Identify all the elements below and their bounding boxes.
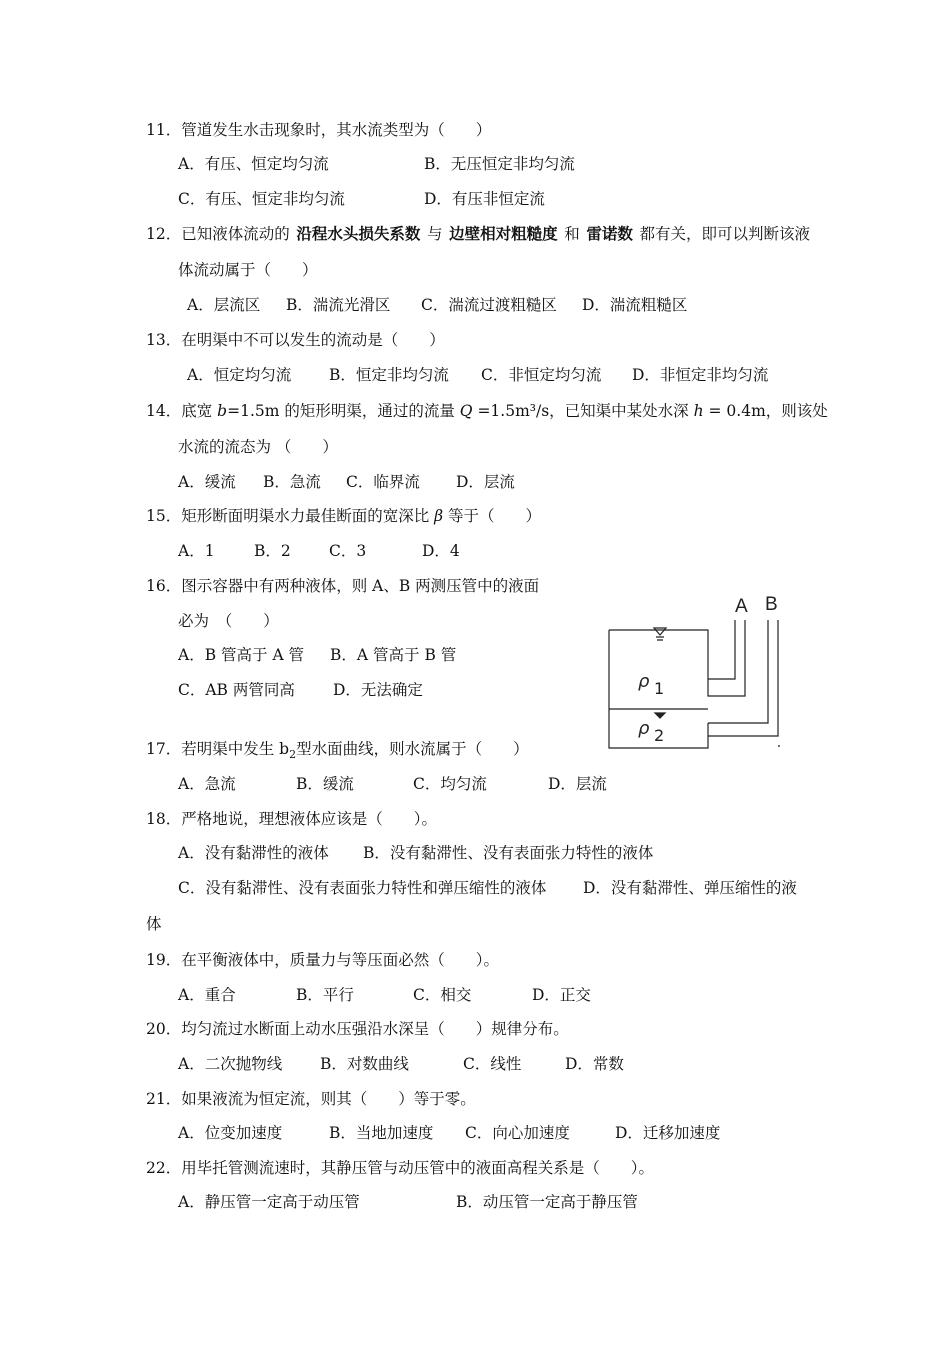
two-liquid-container-diagram xyxy=(600,590,800,760)
question-21-stem: 21．如果液流为恒定流，则其（ ）等于零。 xyxy=(146,1090,476,1108)
question-22-option-a: A．静压管一定高于动压管 xyxy=(178,1193,360,1211)
question-12-stem-part: 都有关，即可以判断该液 xyxy=(639,225,810,243)
question-13-option-b: B．恒定非均匀流 xyxy=(329,366,449,384)
question-16-option-c: C．AB 两管同高 xyxy=(178,681,295,699)
question-14-option-c: C．临界流 xyxy=(346,473,420,491)
question-14-stem-line2: 水流的流态为 （ ） xyxy=(178,438,338,456)
question-14-stem-part: =1.5m 的矩形明渠，通过的流量 xyxy=(227,402,460,420)
question-12-stem-line2: 体流动属于（ ） xyxy=(178,261,318,279)
question-14-option-d: D．层流 xyxy=(456,473,515,491)
question-12-option-a: A．层流区 xyxy=(187,296,261,314)
tube-b-end-dot xyxy=(778,745,780,747)
question-12-term-reynolds-number: 雷诺数 xyxy=(586,225,633,243)
question-11-option-c: C．有压、恒定非均匀流 xyxy=(178,190,345,208)
question-16-option-b: B．A 管高于 B 管 xyxy=(330,646,457,664)
question-17-stem-part: 17．若明渠中发生 b xyxy=(146,740,290,758)
question-20-option-d: D．常数 xyxy=(565,1055,624,1073)
question-11-stem: 11．管道发生水击现象时，其水流类型为（ ） xyxy=(146,121,492,139)
question-11-option-a: A．有压、恒定均匀流 xyxy=(178,155,329,173)
question-15-stem-part: 等于（ ） xyxy=(443,507,542,525)
question-17-option-c: C．均匀流 xyxy=(413,775,487,793)
question-17-option-d: D．层流 xyxy=(548,775,607,793)
question-21-option-d: D．迁移加速度 xyxy=(615,1124,721,1142)
question-13-option-c: C．非恒定均匀流 xyxy=(481,366,602,384)
question-16-option-d: D．无法确定 xyxy=(333,681,423,699)
question-19-option-a: A．重合 xyxy=(178,986,236,1004)
question-16-stem-line2: 必为 （ ） xyxy=(178,612,279,630)
question-17-option-a: A．急流 xyxy=(178,775,236,793)
tube-a-label: A xyxy=(735,596,748,617)
tube-b xyxy=(708,620,768,723)
question-11-option-d: D．有压非恒定流 xyxy=(424,190,545,208)
question-14-stem-part: =1.5m³/s，已知渠中某处水深 xyxy=(472,402,694,420)
question-19-option-b: B．平行 xyxy=(296,986,354,1004)
question-14-option-a: A．缓流 xyxy=(178,473,236,491)
rho2-subscript: 2 xyxy=(654,726,665,745)
question-20-option-c: C．线性 xyxy=(463,1055,522,1073)
question-20-option-a: A．二次抛物线 xyxy=(178,1055,283,1073)
question-15-var-beta: β xyxy=(434,507,444,525)
question-12-term-relative-roughness: 边壁相对粗糙度 xyxy=(449,225,558,243)
question-19-option-c: C．相交 xyxy=(413,986,472,1004)
question-14-stem-part: = 0.4m，则该处 xyxy=(703,402,828,420)
question-18-option-b: B．没有黏滞性、没有表面张力特性的液体 xyxy=(363,844,654,862)
rho1-subscript: 1 xyxy=(654,679,665,698)
question-17-stem-part: 型水面曲线，则水流属于（ ） xyxy=(296,740,529,758)
question-15-option-a: A．1 xyxy=(178,542,215,560)
question-22-option-b: B．动压管一定高于静压管 xyxy=(456,1193,638,1211)
question-14-var-h: h xyxy=(693,402,704,420)
question-13-option-d: D．非恒定非均匀流 xyxy=(632,366,769,384)
question-17-subscript: 2 xyxy=(289,748,297,762)
question-21-option-a: A．位变加速度 xyxy=(178,1124,283,1142)
question-12-term-friction-coefficient: 沿程水头损失系数 xyxy=(296,225,421,243)
question-16-stem: 16．图示容器中有两种液体，则 A、B 两测压管中的液面 xyxy=(146,577,540,595)
rho2-label: ρ xyxy=(638,718,650,739)
question-21-option-c: C．向心加速度 xyxy=(465,1124,570,1142)
rho1-label: ρ xyxy=(638,671,650,692)
question-14-stem-part: 14．底宽 xyxy=(146,402,218,420)
question-14-option-b: B．急流 xyxy=(263,473,321,491)
tube-a-inner xyxy=(708,620,735,679)
question-12-option-c: C．湍流过渡粗糙区 xyxy=(421,296,557,314)
question-17-stem xyxy=(146,739,529,765)
question-13-stem: 13．在明渠中不可以发生的流动是（ ） xyxy=(146,331,445,349)
question-18-option-d: D．没有黏滞性、弹压缩性的液 xyxy=(583,879,797,897)
question-12-stem-part: 12．已知液体流动的 xyxy=(146,225,290,243)
question-12-stem xyxy=(146,224,810,244)
question-14-stem xyxy=(146,401,828,421)
question-17-option-b: B．缓流 xyxy=(296,775,354,793)
tube-a xyxy=(708,620,745,696)
question-14-var-b: b xyxy=(217,402,228,420)
question-16-option-a: A．B 管高于 A 管 xyxy=(178,646,305,664)
question-15-stem-part: 15．矩形断面明渠水力最佳断面的宽深比 xyxy=(146,507,435,525)
question-15-option-b: B．2 xyxy=(254,542,291,560)
question-20-option-b: B．对数曲线 xyxy=(320,1055,409,1073)
question-15-option-d: D．4 xyxy=(422,542,460,560)
question-11-option-b: B．无压恒定非均匀流 xyxy=(424,155,575,173)
question-15-option-c: C．3 xyxy=(329,542,367,560)
question-20-stem: 20．均匀流过水断面上动水压强沿水深呈（ ）规律分布。 xyxy=(146,1020,569,1038)
tube-b-label: B xyxy=(765,594,778,615)
question-18-option-d-wrap: 体 xyxy=(146,915,162,933)
question-12-stem-part: 与 xyxy=(426,225,443,243)
question-13-option-a: A．恒定均匀流 xyxy=(187,366,292,384)
question-18-option-c: C．没有黏滞性、没有表面张力特性和弹压缩性的液体 xyxy=(178,879,547,897)
question-18-option-a: A．没有黏滞性的液体 xyxy=(178,844,329,862)
question-19-option-d: D．正交 xyxy=(532,986,591,1004)
question-21-option-b: B．当地加速度 xyxy=(329,1124,434,1142)
interface-surface-symbol xyxy=(655,713,665,718)
question-12-option-b: B．湍流光滑区 xyxy=(286,296,391,314)
question-18-stem: 18．严格地说，理想液体应该是（ ）。 xyxy=(146,810,437,828)
question-19-stem: 19．在平衡液体中，质量力与等压面必然（ ）。 xyxy=(146,951,499,969)
question-12-option-d: D．湍流粗糙区 xyxy=(582,296,688,314)
question-12-stem-part: 和 xyxy=(564,225,580,243)
question-22-stem: 22．用毕托管测流速时，其静压管与动压管中的液面高程关系是（ ）。 xyxy=(146,1159,654,1177)
question-15-stem xyxy=(146,506,541,526)
question-14-var-q: Q xyxy=(459,402,473,420)
